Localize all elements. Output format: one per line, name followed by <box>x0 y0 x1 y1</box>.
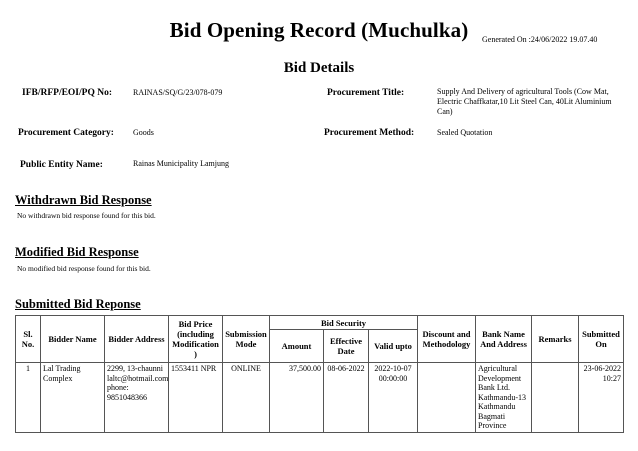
col-valid-upto: Valid upto <box>369 330 418 363</box>
entity-label: Public Entity Name: <box>20 160 103 170</box>
col-submitted-on: Submitted On <box>579 316 624 363</box>
col-bidder-address: Bidder Address <box>105 316 169 363</box>
method-value: Sealed Quotation <box>437 128 493 137</box>
cell-valid-upto: 2022-10-07 00:00:00 <box>369 363 418 433</box>
submitted-bids-table <box>15 315 624 433</box>
cell-remarks <box>532 363 579 433</box>
cell-discount <box>418 363 476 433</box>
col-bid-security: Bid Security <box>270 316 418 330</box>
cell-bank: Agricultural Development Bank Ltd. Kathmandu-13 Kathmandu Bagmati Province <box>476 363 532 433</box>
ifb-label: IFB/RFP/EOI/PQ No: <box>22 88 112 98</box>
cell-submission-mode: ONLINE <box>223 363 270 433</box>
category-label: Procurement Category: <box>18 128 114 138</box>
page-title: Bid Opening Record (Muchulka) <box>169 18 469 42</box>
col-submission-mode: Submission Mode <box>223 316 270 363</box>
cell-amount: 37,500.00 <box>270 363 324 433</box>
cell-bidder-address: 2299, 13-chaunni laltc@hotmail.com phone: 9851048366 <box>105 363 169 433</box>
withdrawn-heading: Withdrawn Bid Response <box>15 193 152 207</box>
generated-timestamp: Generated On :24/06/2022 19.07.40 <box>482 35 598 44</box>
cell-bid-price: 1553411 NPR <box>169 363 223 433</box>
col-bank: Bank Name And Address <box>476 316 532 363</box>
col-effective-date: Effective Date <box>324 330 369 363</box>
col-bid-price: Bid Price (including Modification ) <box>169 316 223 363</box>
procurement-title-label: Procurement Title: <box>327 88 405 98</box>
cell-submitted-on: 23-06-2022 10:27 <box>579 363 624 433</box>
ifb-value: RAINAS/SQ/G/23/078-079 <box>133 88 223 97</box>
col-amount: Amount <box>270 330 324 363</box>
col-bidder-name: Bidder Name <box>41 316 105 363</box>
col-discount: Discount and Methodology <box>418 316 476 363</box>
withdrawn-note: No withdrawn bid response found for this bid. <box>17 211 156 220</box>
cell-effective-date: 08-06-2022 <box>324 363 369 433</box>
cell-bidder-name: Lal Trading Complex <box>41 363 105 433</box>
table-row <box>16 363 624 433</box>
procurement-title-value: Supply And Delivery of agricultural Tools (Cow Mat, Electric Chaffkatar,10 Lit Steel Can, 40Lit Aluminium Can) <box>437 87 612 116</box>
col-sl: Sl. No. <box>16 316 41 363</box>
bid-details-heading: Bid Details <box>283 60 355 76</box>
modified-note: No modified bid response found for this bid. <box>17 264 151 273</box>
submitted-heading: Submitted Bid Reponse <box>15 297 141 311</box>
entity-value: Rainas Municipality Lamjung <box>133 159 229 168</box>
modified-heading: Modified Bid Response <box>15 245 139 259</box>
col-remarks: Remarks <box>532 316 579 363</box>
category-value: Goods <box>133 128 154 137</box>
method-label: Procurement Method: <box>324 128 415 138</box>
cell-sl: 1 <box>16 363 41 433</box>
